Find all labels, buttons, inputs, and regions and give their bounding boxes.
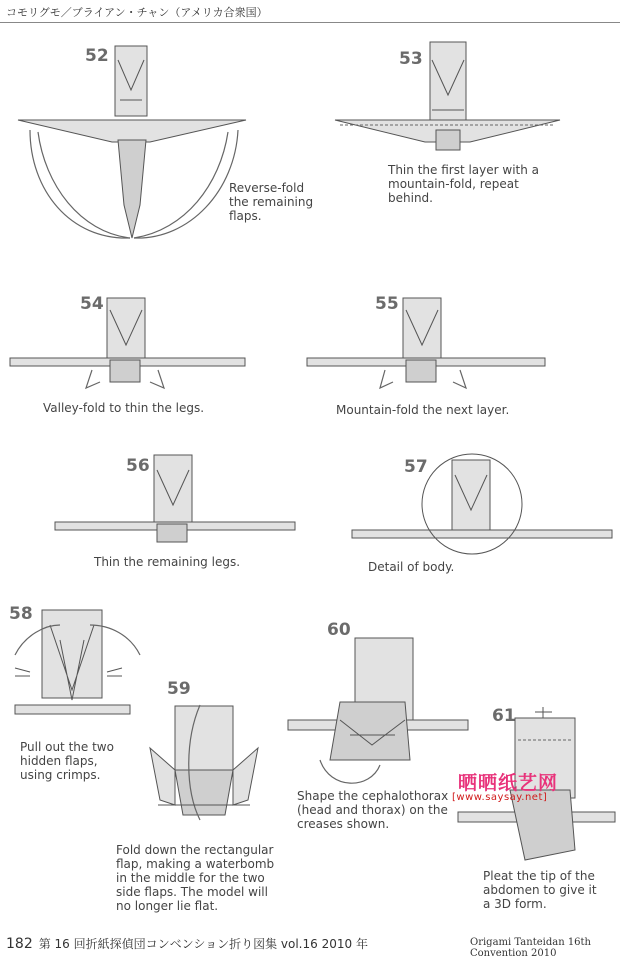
caption-line: Pleat the tip of the — [483, 869, 595, 883]
caption-line: the remaining — [229, 195, 314, 209]
diagram-step-52 — [18, 46, 246, 238]
caption-line: side flaps. The model will — [116, 885, 268, 899]
caption-step-60 — [297, 789, 448, 831]
caption-line: Valley-fold to thin the legs. — [43, 401, 205, 415]
caption-line: Fold down the rectangular — [116, 843, 274, 857]
diagram-step-53 — [335, 42, 560, 150]
caption-line: using crimps. — [20, 768, 101, 782]
caption-line: Mountain-fold the next layer. — [336, 403, 510, 417]
caption-line: hidden flaps, — [20, 754, 98, 768]
caption-line: Detail of body. — [368, 560, 455, 574]
caption-step-56 — [94, 555, 240, 569]
caption-step-53 — [388, 163, 539, 205]
caption-step-57 — [368, 560, 454, 574]
page-number: 182 — [6, 936, 33, 952]
diagram-step-60 — [288, 638, 468, 783]
step-number-52: 52 — [85, 46, 109, 66]
caption-step-59 — [116, 843, 274, 913]
caption-line: mountain-fold, repeat — [388, 177, 519, 191]
footer-right-text: Origami Tanteidan 16th Convention 2010 — [470, 937, 591, 959]
footer-left — [6, 935, 368, 952]
caption-line: Shape the cephalothorax — [297, 789, 449, 803]
caption-line: Reverse-fold — [229, 181, 305, 195]
step-number-56: 56 — [126, 456, 150, 476]
step-number-60: 60 — [327, 620, 351, 640]
diagram-step-54 — [10, 298, 245, 388]
caption-line: flaps. — [229, 209, 262, 223]
caption-step-61 — [483, 869, 597, 911]
step-number-61: 61 — [492, 706, 516, 726]
caption-step-54 — [43, 401, 204, 415]
footer-left-text: 第 16 回折紙探偵団コンベンション折り図集 vol.16 2010 年 — [38, 937, 368, 951]
step-number-59: 59 — [167, 679, 191, 699]
caption-line: no longer lie flat. — [116, 899, 219, 913]
step-number-57: 57 — [404, 457, 428, 477]
header-title: コモリグモ／ブライアン・チャン（アメリカ合衆国） — [6, 6, 268, 19]
caption-line: abdomen to give it — [483, 883, 597, 897]
caption-line: Thin the first layer with a — [388, 163, 540, 177]
caption-line: flap, making a waterbomb — [116, 857, 275, 871]
caption-line: a 3D form. — [483, 897, 547, 911]
step-number-54: 54 — [80, 294, 104, 314]
diagram-step-58 — [15, 610, 140, 714]
caption-line: Pull out the two — [20, 740, 114, 754]
watermark-url: [www.saysay.net] — [452, 792, 548, 803]
caption-step-52 — [229, 181, 313, 223]
step-number-55: 55 — [375, 294, 399, 314]
diagram-step-57 — [352, 454, 612, 554]
caption-line: in the middle for the two — [116, 871, 265, 885]
diagram-step-56 — [55, 455, 295, 542]
caption-line: creases shown. — [297, 817, 390, 831]
caption-step-58 — [20, 740, 114, 782]
step-number-58: 58 — [9, 604, 33, 624]
caption-step-55 — [336, 403, 509, 417]
watermark-logo: 晒晒纸艺网 — [458, 772, 559, 794]
diagram-step-59 — [150, 705, 258, 820]
caption-line: behind. — [388, 191, 433, 205]
caption-line: Thin the remaining legs. — [94, 555, 241, 569]
step-number-53: 53 — [399, 49, 423, 69]
caption-line: (head and thorax) on the — [297, 803, 448, 817]
diagram-step-55 — [307, 298, 545, 388]
